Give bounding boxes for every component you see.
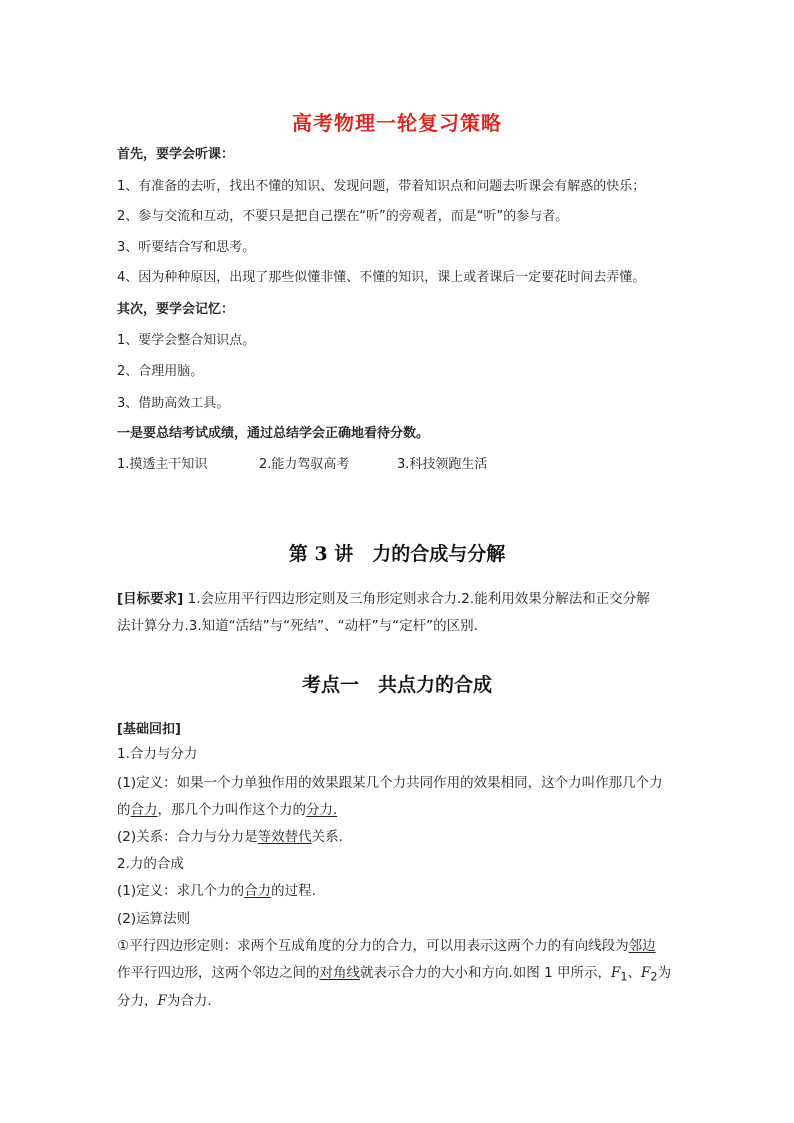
symbol-f2: F xyxy=(641,965,651,981)
memory-item-2: 2、合理用脑。 xyxy=(117,364,204,379)
def1-b-underline-2: 分力. xyxy=(306,802,338,818)
goals-text-1: 1.会应用平行四边形定则及三角形定则求合力.2.能利用效果分解法和正交分解 xyxy=(187,591,650,607)
def1-b-pre: 的 xyxy=(117,802,131,818)
memory-item-1: 1、要学会整合知识点。 xyxy=(117,333,256,348)
rel-underline: 等效替代 xyxy=(257,829,312,845)
relation-line xyxy=(117,824,343,850)
listen-item-1: 1、有准备的去听，找出不懂的知识、发现问题，带着知识点和问题去听课会有解惑的快乐； xyxy=(117,179,646,194)
para-b-pre: 作平行四边形，这两个邻边之间的 xyxy=(117,965,320,981)
rel-pre: (2)关系：合力与分力是 xyxy=(117,829,258,845)
rule-heading: (2)运算法则 xyxy=(117,911,191,927)
column-1: 1.摸透主干知识 xyxy=(117,457,208,472)
para-c-post: 为合力. xyxy=(166,993,212,1009)
item2-heading: 2.力的合成 xyxy=(117,856,184,872)
def2-underline: 合力 xyxy=(244,883,272,899)
para-b-post: 就表示合力的大小和方向.如图 1 甲所示， xyxy=(360,965,611,981)
listen-item-2: 2、参与交流和互动，不要只是把自己摆在“听”的旁观者，而是“听”的参与者。 xyxy=(117,209,569,224)
memory-item-3: 3、借助高效工具。 xyxy=(117,396,230,411)
symbol-f1: F xyxy=(610,965,621,981)
summary-heading: 一是要总结考试成绩，通过总结学会正确地看待分数。 xyxy=(117,426,430,441)
listen-item-4: 4、因为种种原因，出现了那些似懂非懂、不懂的知识，课上或者课后一定要花时间去弄懂。 xyxy=(117,270,646,285)
column-3: 3.科技领跑生活 xyxy=(397,457,488,472)
para-a-underline: 邻边 xyxy=(628,938,656,954)
def1-b-mid: ，那几个力叫作这个力的 xyxy=(157,802,306,818)
goals-line-1 xyxy=(117,586,650,612)
listen-item-3: 3、听要结合写和思考。 xyxy=(117,240,256,255)
para-b-end: 为 xyxy=(657,965,672,981)
def1-line-b xyxy=(117,797,337,823)
para-b-underline: 对角线 xyxy=(319,965,360,981)
para-line-c xyxy=(117,988,212,1014)
three-columns xyxy=(117,455,487,475)
item1-heading: 1.合力与分力 xyxy=(117,746,198,762)
column-2: 2.能力驾驭高考 xyxy=(259,457,350,472)
goals-label: [目标要求] xyxy=(117,591,184,607)
basics-label: [基础回扣] xyxy=(117,722,181,737)
goals-line-2: 法计算分力.3.知道“活结”与“死结”、“动杆”与“定杆”的区别. xyxy=(117,618,478,634)
section-title: 考点一 共点力的合成 xyxy=(301,674,492,696)
rel-post: 关系. xyxy=(311,829,343,845)
symbol-f1-sub: 1 xyxy=(620,970,628,984)
para-a-pre: ①平行四边形定则：求两个互成角度的分力的合力，可以用表示这两个力的有向线段为 xyxy=(117,938,629,954)
strategy-title: 高考物理一轮复习策略 xyxy=(292,111,502,135)
def2-post: 的过程. xyxy=(271,883,316,899)
lecture-title: 第 3 讲 力的合成与分解 xyxy=(288,543,506,565)
para-line-b xyxy=(117,960,671,991)
def1-b-underline-1: 合力 xyxy=(130,802,158,818)
symbol-sep: 、 xyxy=(627,965,642,981)
para-line-a xyxy=(117,933,656,959)
def2-line xyxy=(117,878,316,904)
listen-heading: 首先，要学会听课： xyxy=(117,147,235,162)
symbol-f2-sub: 2 xyxy=(650,970,658,984)
memory-heading: 其次，要学会记忆： xyxy=(117,302,235,317)
para-c-pre: 分力， xyxy=(117,993,158,1009)
def1-line-a: (1)定义：如果一个力单独作用的效果跟某几个力共同作用的效果相同，这个力叫作那几个力 xyxy=(117,775,663,791)
symbol-f: F xyxy=(157,993,167,1009)
def2-pre: (1)定义：求几个力的 xyxy=(117,883,245,899)
